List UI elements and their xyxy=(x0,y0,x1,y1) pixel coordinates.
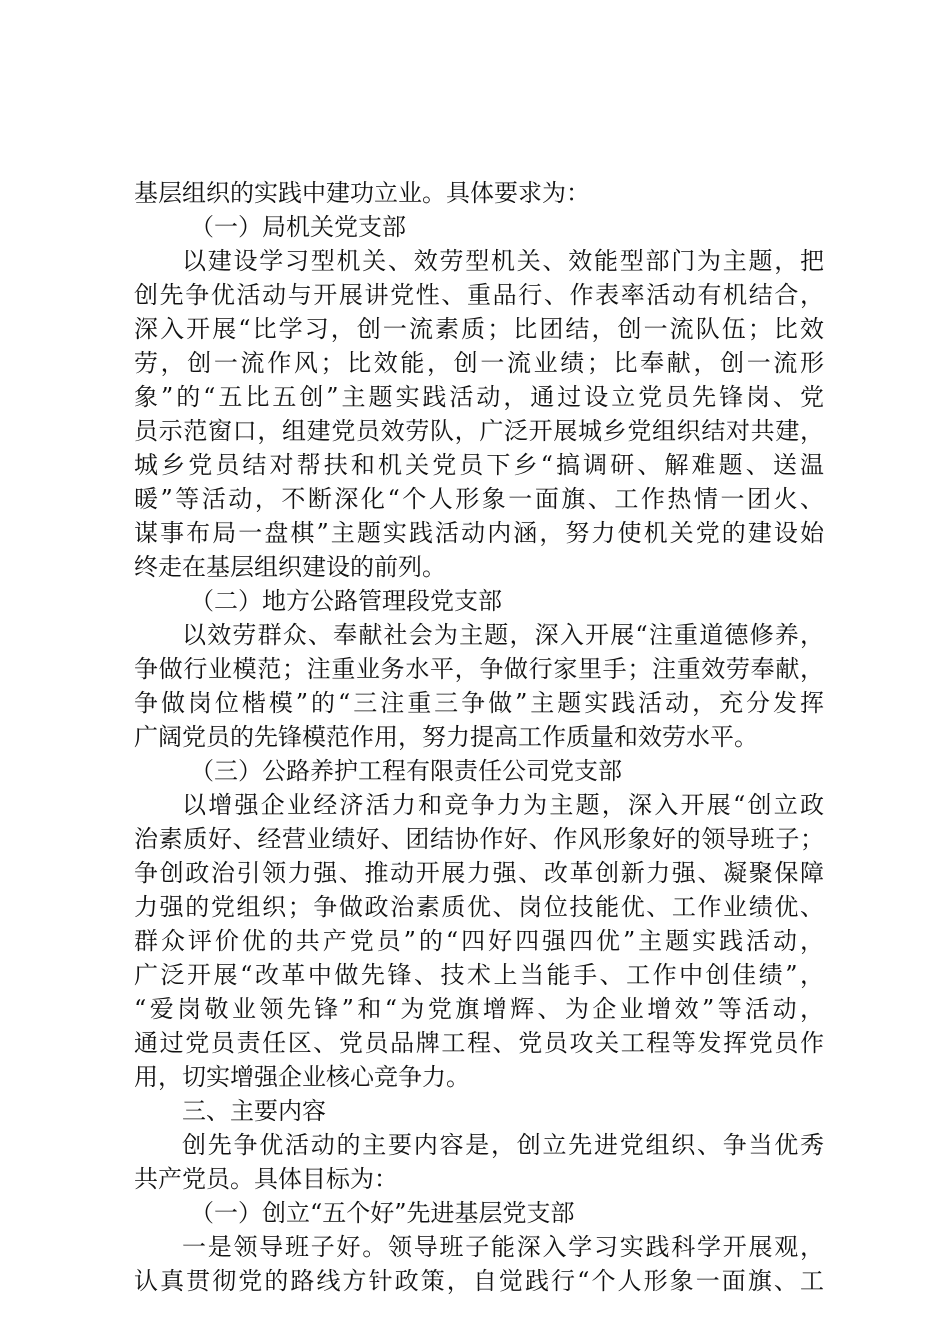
paragraph-line: 深入开展“比学习，创一流素质；比团结，创一流队伍；比效 xyxy=(134,315,824,343)
paragraph-line: “爱岗敬业领先锋”和“为党旗增辉、为企业增效”等活动， xyxy=(134,995,824,1023)
paragraph-line: 象”的“五比五创”主题实践活动，通过设立党员先锋岗、党 xyxy=(134,383,824,411)
paragraph-line: 谋事布局一盘棋”主题实践活动内涵，努力使机关党的建设始 xyxy=(134,519,824,547)
paragraph-line: 终走在基层组织建设的前列。 xyxy=(134,553,446,581)
paragraph-line: 通过党员责任区、党员品牌工程、党员攻关工程等发挥党员作 xyxy=(134,1029,824,1057)
paragraph-line: 以建设学习型机关、效劳型机关、效能型部门为主题，把 xyxy=(182,247,824,275)
paragraph-line: 认真贯彻党的路线方针政策，自觉践行“个人形象一面旗、工 xyxy=(134,1267,824,1295)
paragraph-line: 治素质好、经营业绩好、团结协作好、作风形象好的领导班子； xyxy=(134,825,824,853)
paragraph-line: 争创政治引领力强、推动开展力强、改革创新力强、凝聚保障 xyxy=(134,859,824,887)
section-heading: （一）创立“五个好”先进基层党支部 xyxy=(190,1199,575,1227)
section-heading: （一）局机关党支部 xyxy=(190,213,406,241)
paragraph-line: 劳，创一流作风；比效能，创一流业绩；比奉献，创一流形 xyxy=(134,349,824,377)
paragraph-line: 争做岗位楷模”的“三注重三争做”主题实践活动，充分发挥 xyxy=(134,689,824,717)
text-line: 基层组织的实践中建功立业。具体要求为： xyxy=(134,179,590,207)
paragraph-line: 争做行业模范；注重业务水平，争做行家里手；注重效劳奉献， xyxy=(134,655,824,683)
document-body xyxy=(134,176,824,1298)
section-heading: （二）地方公路管理段党支部 xyxy=(190,587,502,615)
paragraph-line: 广阔党员的先锋模范作用，努力提高工作质量和效劳水平。 xyxy=(134,723,758,751)
paragraph-line: 群众评价优的共产党员”的“四好四强四优”主题实践活动， xyxy=(134,927,824,955)
paragraph-line: 城乡党员结对帮扶和机关党员下乡“搞调研、解难题、送温 xyxy=(134,451,824,479)
paragraph-line: 创先争优活动的主要内容是，创立先进党组织、争当优秀 xyxy=(182,1131,824,1159)
paragraph-line: 一是领导班子好。领导班子能深入学习实践科学开展观， xyxy=(182,1233,824,1261)
section-heading: （三）公路养护工程有限责任公司党支部 xyxy=(190,757,622,785)
paragraph-line: 用，切实增强企业核心竞争力。 xyxy=(134,1063,470,1091)
paragraph-line: 力强的党组织；争做政治素质优、岗位技能优、工作业绩优、 xyxy=(134,893,824,921)
paragraph-line: 创先争优活动与开展讲党性、重品行、作表率活动有机结合， xyxy=(134,281,824,309)
paragraph-line: 员示范窗口，组建党员效劳队，广泛开展城乡党组织结对共建， xyxy=(134,417,824,445)
paragraph-line: 暖”等活动，不断深化“个人形象一面旗、工作热情一团火、 xyxy=(134,485,824,513)
paragraph-line: 共产党员。具体目标为： xyxy=(134,1165,398,1193)
paragraph-line: 广泛开展“改革中做先锋、技术上当能手、工作中创佳绩”， xyxy=(134,961,824,989)
paragraph-line: 以效劳群众、奉献社会为主题，深入开展“注重道德修养， xyxy=(182,621,824,649)
section-heading: 三、主要内容 xyxy=(182,1097,326,1125)
paragraph-line: 以增强企业经济活力和竞争力为主题，深入开展“创立政 xyxy=(182,791,824,819)
